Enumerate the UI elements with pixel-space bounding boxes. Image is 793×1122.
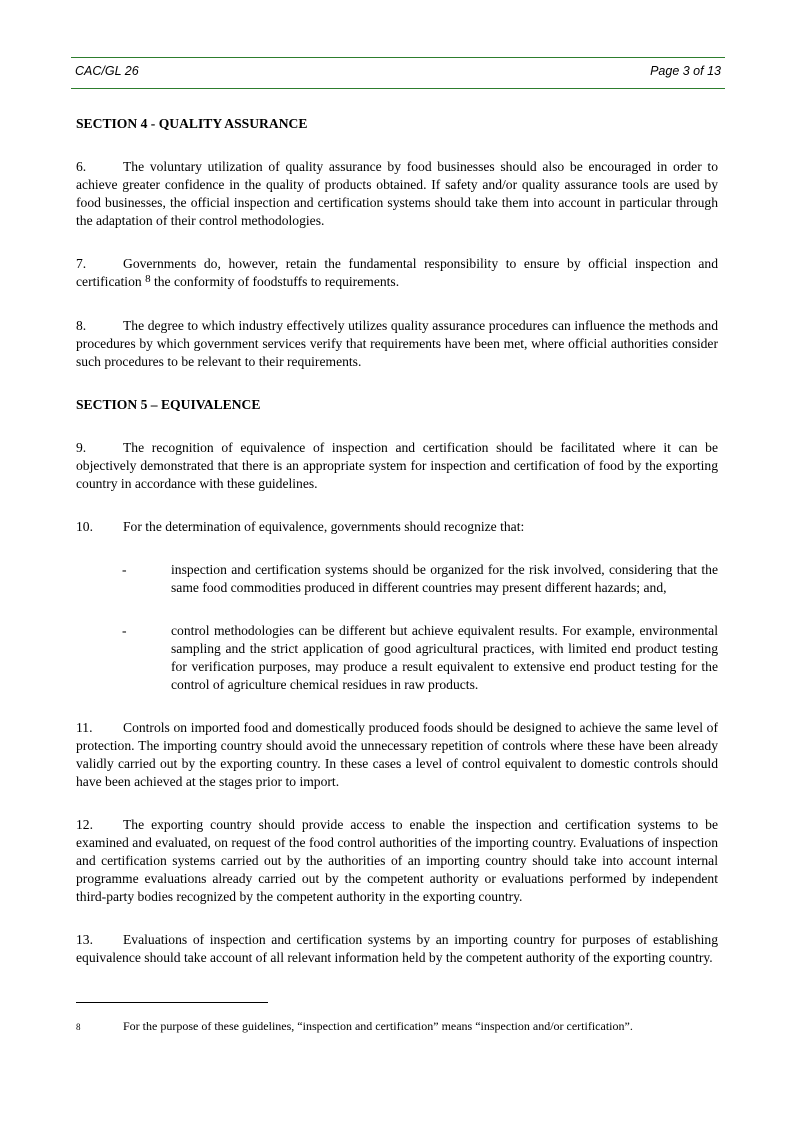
footnote xyxy=(76,1019,736,1034)
paragraph-text: The exporting country should provide access to enable the inspection and certification systems to be examined and evaluated, on request of the food control authorities of the importing country. Evaluations of inspection and certification systems carried out by the authorities of an importing country should take into account internal programme evaluations already carried out by the competent authority or evaluations performed by independent third-party bodies recognized by the competent authority in the exporting country. xyxy=(76,817,718,904)
paragraph-11 xyxy=(76,719,718,791)
paragraph-text: Evaluations of inspection and certification systems by an importing country for purposes of establishing equivalence should take account of all relevant information held by the competent authority of the exporting country. xyxy=(76,932,718,965)
paragraph-text: The voluntary utilization of quality assurance by food businesses should also be encouraged in order to achieve greater confidence in the quality of products obtained. If safety and/or quality assurance tools are used by food businesses, the official inspection and certification systems should take them into account in particular through the adaptation of their control methodologies. xyxy=(76,159,718,228)
footnote-mark: 8 xyxy=(76,1022,81,1032)
paragraph-12 xyxy=(76,816,718,906)
bullet-dash: - xyxy=(122,623,127,638)
paragraph-number: 11. xyxy=(76,720,93,735)
paragraph-9 xyxy=(76,439,718,493)
bullet-dash: - xyxy=(122,562,127,577)
paragraph-text: Governments do, however, retain the fundamental responsibility to ensure by official inspection and certification xyxy=(76,256,718,289)
paragraph-number: 13. xyxy=(76,932,93,947)
paragraph-number: 6. xyxy=(76,159,87,174)
paragraph-6 xyxy=(76,158,718,230)
bullet-item-2 xyxy=(76,622,718,694)
page-number: Page 3 of 13 xyxy=(650,64,721,78)
section-4-heading: SECTION 4 - QUALITY ASSURANCE xyxy=(76,116,308,131)
document-code: CAC/GL 26 xyxy=(75,64,139,78)
paragraph-text: Controls on imported food and domestically produced foods should be designed to achieve the same level of protection. The importing country should avoid the unnecessary repetition of controls where these have been already validly carried out by the exporting country. In these cases a level of control equivalent to domestic controls should have been achieved at the stages prior to import. xyxy=(76,720,718,789)
paragraph-text: The recognition of equivalence of inspection and certification should be facilitated where it can be objectively demonstrated that there is an appropriate system for inspection and certification of food by the exporting country in accordance with these guidelines. xyxy=(76,440,718,491)
bullet-item-1 xyxy=(76,561,718,597)
paragraph-13 xyxy=(76,931,718,967)
footnote-text: For the purpose of these guidelines, “inspection and certification” means “inspection and/or certification”. xyxy=(123,1019,633,1033)
page-header xyxy=(71,57,725,89)
paragraph-8 xyxy=(76,317,718,371)
footnote-divider xyxy=(76,1002,268,1003)
paragraph-text: For the determination of equivalence, governments should recognize that: xyxy=(123,519,525,534)
paragraph-number: 7. xyxy=(76,256,87,271)
paragraph-text-continued: the conformity of foodstuffs to requirements. xyxy=(150,274,400,289)
bullet-text: control methodologies can be different but achieve equivalent results. For example, environmental sampling and the strict application of good agricultural practices, with limited end product testing for verification purposes, may produce a result equivalent to extensive end product testing for the control of agriculture chemical residues in raw products. xyxy=(171,623,718,692)
section-5-heading: SECTION 5 – EQUIVALENCE xyxy=(76,397,261,412)
paragraph-number: 10. xyxy=(76,519,93,534)
bullet-text: inspection and certification systems should be organized for the risk involved, considering that the same food commodities produced in different countries may present different hazards; and, xyxy=(171,562,718,595)
paragraph-number: 12. xyxy=(76,817,93,832)
footnote-reference[interactable]: 8 xyxy=(145,273,151,285)
paragraph-7 xyxy=(76,255,718,292)
paragraph-10 xyxy=(76,518,718,536)
document-body xyxy=(76,115,718,992)
paragraph-number: 8. xyxy=(76,318,87,333)
paragraph-text: The degree to which industry effectively utilizes quality assurance procedures can influence the methods and procedures by which government services verify that requirements have been met, where official authorities consider such procedures to be relevant to their requirements. xyxy=(76,318,718,369)
paragraph-number: 9. xyxy=(76,440,87,455)
